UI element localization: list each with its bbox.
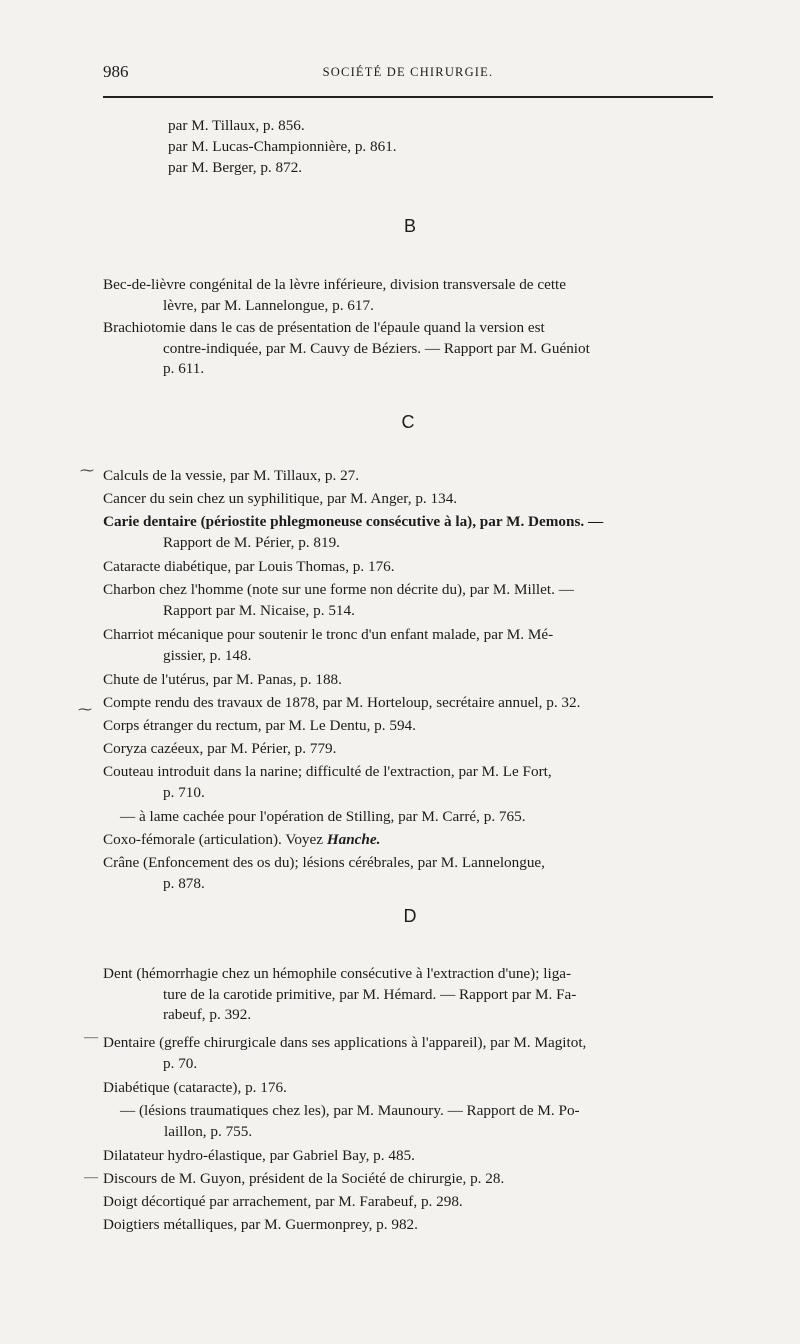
index-entry (120, 807, 740, 828)
entry-heading: Charbon chez l'homme (note sur une forme non décrite du), par M. Millet. — (103, 581, 574, 598)
index-entry (103, 830, 723, 851)
entry-heading: Dentaire (greffe chirurgicale dans ses applications à l'appareil), par M. Magitot, (103, 1034, 587, 1051)
entry-heading: Couteau introduit dans la narine; difficulté de l'extraction, par M. Le Fort, (103, 763, 552, 780)
entry-continuation: laillon, p. 755. (164, 1122, 253, 1140)
entry-heading: Charriot mécanique pour soutenir le tronc d'un enfant malade, par M. Mé- (103, 626, 554, 643)
entry-text: Coxo-fémorale (articulation). Voyez (103, 831, 327, 848)
index-entry (103, 693, 723, 714)
entry-heading: Compte rendu des travaux de 1878, par M. Horteloup, secrétaire annuel, p. 32. (103, 694, 581, 711)
entry-heading: Crâne (Enfoncement des os du); lésions cérébrales, par M. Lannelongue, (103, 854, 545, 871)
index-entry (103, 670, 723, 691)
running-title: SOCIÉTÉ DE CHIRURGIE. (322, 65, 494, 79)
index-entry (103, 275, 723, 316)
cross-reference: Hanche. (326, 831, 381, 848)
index-entry (103, 625, 723, 666)
entry-heading: Diabétique (cataracte), p. 176. (103, 1079, 287, 1096)
margin-mark: ⁓ (78, 703, 92, 718)
entry-continuation: lèvre, par M. Lannelongue, p. 617. (163, 296, 374, 314)
index-entry (103, 512, 723, 553)
index-entry (103, 1169, 723, 1190)
entry-heading: Brachiotomie dans le cas de présentation de l'épaule quand la version est (103, 319, 545, 336)
entry-heading: — à lame cachée pour l'opération de Stilling, par M. Carré, p. 765. (120, 808, 526, 825)
entry-heading: Dilatateur hydro-élastique, par Gabriel Bay, p. 485. (103, 1147, 415, 1164)
section-letter-b: B (403, 216, 416, 236)
page-header (103, 58, 713, 86)
margin-mark: ⁓ (80, 464, 94, 479)
continuation-line: par M. Tillaux, p. 856. (168, 117, 305, 134)
index-entry (103, 716, 723, 737)
entry-continuation: ture de la carotide primitive, par M. Hémard. — Rapport par M. Fa- (163, 985, 577, 1003)
entry-heading: Carie dentaire (périostite phlegmoneuse consécutive à la), par M. Demons. — (103, 513, 604, 530)
header-rule (103, 96, 713, 98)
entry-heading: Dent (hémorrhagie chez un hémophile consécutive à l'extraction d'une); liga- (103, 965, 572, 982)
entry-heading: Cataracte diabétique, par Louis Thomas, p. 176. (103, 558, 395, 575)
entry-continuation: contre-indiquée, par M. Cauvy de Béziers. — Rapport par M. Guéniot (163, 339, 590, 357)
index-entry (103, 762, 723, 803)
index-entry (103, 466, 723, 487)
index-entry (103, 580, 723, 621)
index-entry (103, 1215, 723, 1236)
entry-continuation: gissier, p. 148. (163, 646, 252, 664)
entry-heading (103, 830, 723, 851)
index-entry (103, 1078, 723, 1099)
index-entry (103, 739, 723, 760)
entry-continuation: p. 710. (163, 783, 205, 801)
entry-heading: — (lésions traumatiques chez les), par M. Maunoury. — Rapport de M. Po- (120, 1102, 580, 1119)
index-entry (120, 1101, 740, 1142)
continuation-line: par M. Lucas-Championnière, p. 861. (168, 138, 397, 155)
continuation-line: par M. Berger, p. 872. (168, 159, 303, 176)
entry-heading: Bec-de-lièvre congénital de la lèvre inférieure, division transversale de cette (103, 276, 566, 293)
index-entry (103, 557, 723, 578)
entry-heading: Discours de M. Guyon, président de la Société de chirurgie, p. 28. (103, 1170, 505, 1187)
index-entry (103, 1146, 723, 1167)
page-number: 986 (103, 62, 129, 81)
entry-continuation: p. 878. (163, 874, 205, 892)
margin-mark: — (84, 1170, 98, 1185)
index-entry (103, 1192, 723, 1213)
entry-continuation: Rapport de M. Périer, p. 819. (163, 533, 340, 551)
index-entry (103, 964, 723, 1026)
section-letter-c: C (401, 412, 415, 432)
margin-mark: — (84, 1030, 98, 1045)
entry-continuation: Rapport par M. Nicaise, p. 514. (163, 601, 355, 619)
entry-heading: Coryza cazéeux, par M. Périer, p. 779. (103, 740, 337, 757)
entry-continuation: p. 70. (163, 1054, 198, 1072)
entry-heading: Calculs de la vessie, par M. Tillaux, p. 27. (103, 467, 360, 484)
index-entry (103, 1033, 723, 1074)
entry-heading: Doigtiers métalliques, par M. Guermonprey, p. 982. (103, 1216, 418, 1233)
section-letter-d: D (403, 906, 417, 926)
entry-heading: Doigt décortiqué par arrachement, par M. Farabeuf, p. 298. (103, 1193, 463, 1210)
entry-heading: Chute de l'utérus, par M. Panas, p. 188. (103, 671, 342, 688)
index-entry (103, 318, 723, 380)
entry-continuation: rabeuf, p. 392. (163, 1006, 252, 1024)
index-entry (103, 489, 723, 510)
index-entry (103, 853, 723, 894)
entry-heading: Cancer du sein chez un syphilitique, par M. Anger, p. 134. (103, 490, 458, 507)
entry-continuation: p. 611. (163, 360, 205, 378)
entry-heading: Corps étranger du rectum, par M. Le Dentu, p. 594. (103, 717, 416, 734)
